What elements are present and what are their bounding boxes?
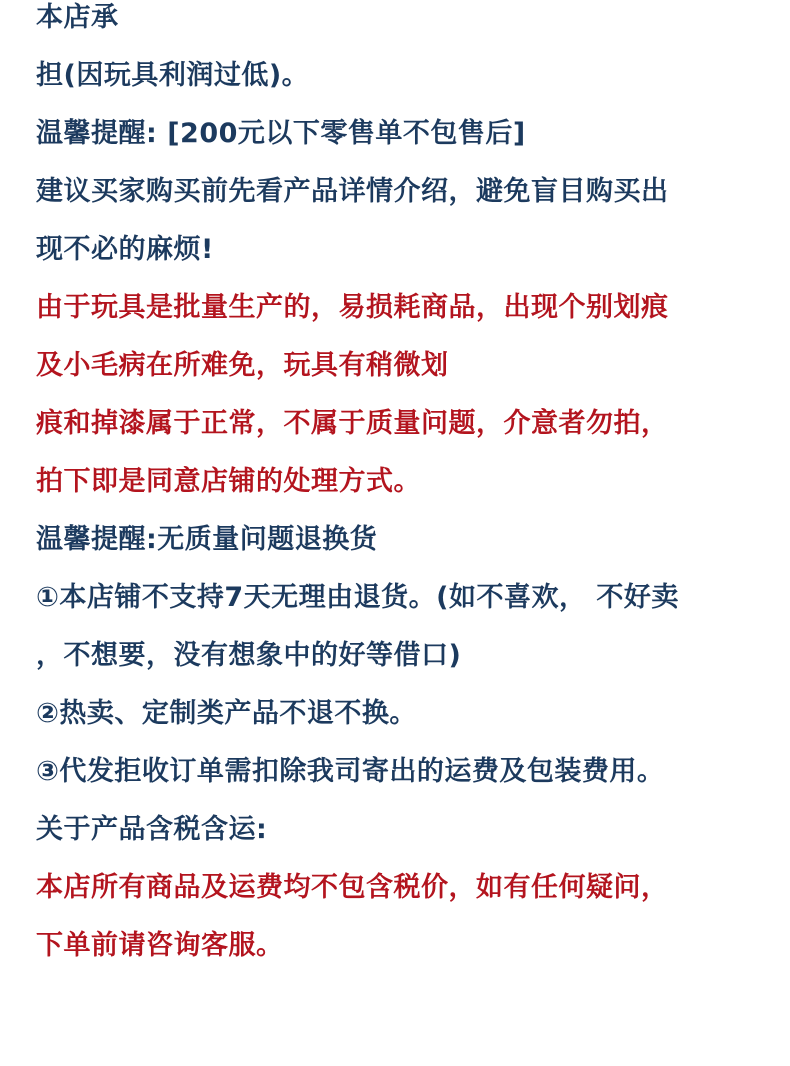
warning-line: 拍下即是同意店铺的处理方式。 <box>36 466 421 497</box>
policy-item: ①本店铺不支持7天无理由退货。(如不喜欢， 不好卖 <box>36 582 679 613</box>
policy-item: ②热卖、定制类产品不退不换。 <box>36 698 417 729</box>
store-policy-notice <box>36 0 766 985</box>
reminder-heading: 温馨提醒: [200元以下零售单不包售后] <box>36 118 526 149</box>
policy-line: 担(因玩具利润过低)。 <box>36 60 310 91</box>
warning-line: 及小毛病在所难免，玩具有稍微划 <box>36 350 449 381</box>
warning-line: 痕和掉漆属于正常，不属于质量问题，介意者勿拍， <box>36 408 669 439</box>
warning-line: 本店所有商品及运费均不包含税价，如有任何疑问， <box>36 872 669 903</box>
policy-item: ，不想要，没有想象中的好等借口) <box>36 640 462 671</box>
policy-line: 本店承 <box>36 2 119 33</box>
reminder-heading: 温馨提醒:无质量问题退换货 <box>36 524 378 555</box>
policy-line: 现不必的麻烦! <box>36 234 214 265</box>
policy-item: ③代发拒收订单需扣除我司寄出的运费及包装费用。 <box>36 756 665 787</box>
tax-heading: 关于产品含税含运: <box>36 814 268 845</box>
warning-line: 下单前请咨询客服。 <box>36 930 284 961</box>
warning-line: 由于玩具是批量生产的，易损耗商品，出现个别划痕 <box>36 292 669 323</box>
policy-line: 建议买家购买前先看产品详情介绍，避免盲目购买出 <box>36 176 669 207</box>
